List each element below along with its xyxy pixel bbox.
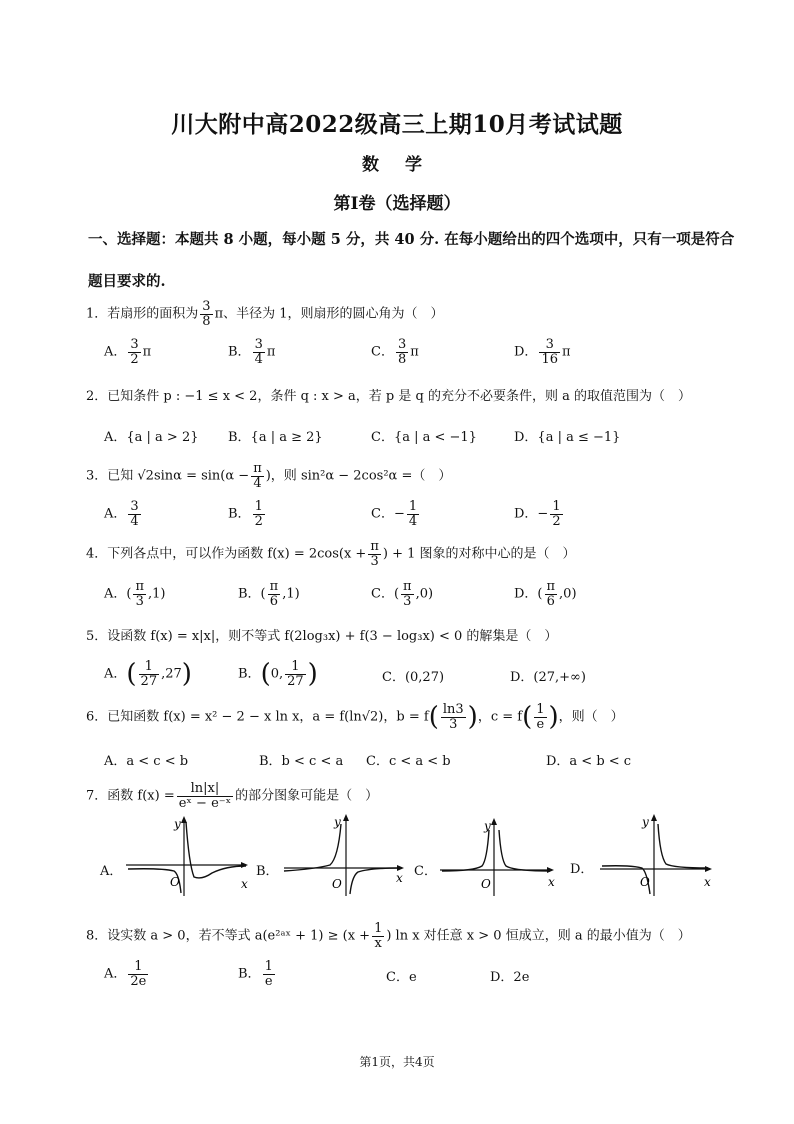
q8-a-den: 2e — [130, 973, 147, 989]
q1-option-d[interactable] — [514, 338, 571, 366]
q1-option-c[interactable] — [371, 338, 419, 366]
q6-stem-c: ，则（ ） — [558, 709, 624, 725]
q5-option-d[interactable]: D．(27,+∞) — [510, 670, 586, 685]
q3-d-label: D．− — [514, 506, 549, 522]
q2-option-b[interactable]: B．{a | a ≥ 2} — [228, 430, 323, 445]
q4-c-frac — [401, 580, 414, 608]
q1-fraction — [200, 300, 212, 328]
q1-a-pi: π — [142, 344, 152, 360]
q8-a-frac — [128, 960, 148, 988]
q7-b-origin: O — [332, 877, 342, 891]
q7-c-x-label: x — [548, 875, 555, 889]
question-5: 5．设函数 f(x) = x|x|，则不等式 f(2log₃x) + f(3 − log₃x) < 0 的解集是（ ） — [86, 629, 558, 644]
q4-b-frac — [268, 580, 281, 608]
q5-b-lparen: ( — [260, 659, 271, 690]
q7-graph-c[interactable] — [436, 808, 566, 898]
q1-c-den: 8 — [397, 351, 407, 367]
q4-option-c[interactable] — [371, 580, 433, 608]
q7-option-c-label[interactable]: C． — [414, 864, 437, 879]
q7-d-curve-right — [658, 824, 708, 868]
q7-fraction — [177, 782, 233, 810]
q8-a-num: 1 — [128, 960, 148, 975]
q7-c-x-arrow-icon — [547, 867, 554, 873]
q3-c-frac — [407, 500, 419, 528]
q3-a-den: 4 — [130, 513, 139, 529]
q5-a-rparen: ) — [181, 659, 192, 690]
q6-num2: 1 — [536, 702, 545, 717]
q8-den: x — [374, 935, 382, 951]
q3-d-num: 1 — [552, 499, 561, 514]
q5-a-post: ,27 — [161, 666, 182, 682]
q5-option-b[interactable] — [238, 660, 318, 688]
q6-num: ln3 — [442, 702, 464, 717]
q8-option-d[interactable]: D．2e — [490, 970, 530, 985]
q5-a-frac — [139, 660, 160, 688]
q1-a-den: 2 — [130, 351, 139, 367]
q3-d-den: 2 — [552, 513, 561, 529]
question-3 — [86, 462, 766, 490]
q3-option-b[interactable] — [228, 500, 267, 528]
q7-c-y-arrow-icon — [491, 818, 497, 825]
q4-options — [104, 580, 764, 614]
q4-a-frac — [133, 580, 146, 608]
q7-d-x-label: x — [704, 875, 711, 889]
q3-option-c[interactable] — [371, 500, 421, 528]
q5-a-den: 27 — [140, 673, 158, 689]
q7-a-y-arrow-icon — [181, 816, 187, 823]
page-footer: 第1页，共4页 — [359, 1055, 435, 1069]
q6-c-lparen: ( — [522, 702, 533, 733]
q5-b-frac — [285, 660, 306, 688]
q7-b-y-label: y — [334, 815, 341, 829]
q1-d-pi: π — [561, 344, 571, 360]
exam-title: 川大附中高2022级高三上期10月考试试题 — [171, 111, 623, 138]
q5-a-lparen: ( — [126, 659, 137, 690]
q7-a-x-arrow-icon — [241, 862, 248, 868]
q1-d-num: 3 — [539, 338, 560, 353]
subject-title: 数 学 — [362, 155, 432, 175]
q7-stem-b: 的部分图象可能是（ ） — [235, 788, 379, 804]
q5-b-pre: B． — [238, 666, 261, 682]
q1-stem-b: π、半径为 1，则扇形的圆心角为（ ） — [214, 306, 444, 322]
q1-b-den: 4 — [254, 351, 263, 367]
q3-b-frac — [253, 500, 265, 528]
q1-a-label: A． — [104, 344, 127, 360]
q8-stem-a: 8．设实数 a > 0，若不等式 a(e²ᵃˣ + 1) ≥ (x + — [86, 928, 371, 944]
q3-a-label: A． — [104, 506, 127, 522]
q3-a-frac — [128, 500, 140, 528]
q4-b-num: π — [269, 579, 279, 594]
q1-option-a[interactable] — [104, 338, 151, 366]
q4-num: π — [370, 539, 379, 554]
q7-d-y-arrow-icon — [651, 814, 657, 821]
q7-d-origin: O — [640, 875, 650, 889]
question-1 — [86, 300, 766, 328]
q2-option-d[interactable]: D．{a | a ≤ −1} — [514, 430, 621, 445]
q4-d-num: π — [546, 579, 556, 594]
q8-b-label: B． — [238, 966, 261, 982]
q8-num: 1 — [374, 921, 383, 936]
q4-fraction — [368, 540, 381, 568]
q8-b-frac — [263, 960, 275, 988]
q6-stem-a: 6．已知函数 f(x) = x² − 2 − x ln x，a = f(ln√2)，b = f — [86, 709, 429, 725]
q6-option-d[interactable]: D．a < b < c — [546, 754, 632, 769]
q1-c-label: C． — [371, 344, 394, 360]
q1-b-pi: π — [266, 344, 276, 360]
q3-num: π — [253, 461, 262, 476]
q1-b-num: 3 — [254, 337, 263, 352]
q2-option-c[interactable]: C．{a | a < −1} — [371, 430, 477, 445]
q4-d-den: 6 — [546, 593, 555, 609]
q4-d-post: ,0) — [559, 586, 577, 602]
q3-b-label: B． — [228, 506, 251, 522]
q4-c-post: ,0) — [415, 586, 434, 602]
q6-options — [104, 750, 764, 784]
q5-a-num: 1 — [139, 660, 160, 675]
q1-b-label: B． — [228, 344, 251, 360]
q7-a-curve-right — [186, 822, 246, 878]
q2-option-a[interactable]: A．{a | a > 2} — [104, 430, 199, 445]
q4-c-pre: C．( — [371, 586, 400, 602]
q3-a-num: 3 — [130, 499, 139, 514]
q4-d-pre: D．( — [514, 586, 543, 602]
q1-stem-a: 1．若扇形的面积为 — [86, 306, 199, 322]
q7-graph-b[interactable] — [280, 808, 410, 898]
q8-stem-b: ) ln x 对任意 x > 0 恒成立，则 a 的最小值为（ ） — [386, 928, 691, 944]
q3-stem-b: )，则 sin²α − 2cos²α =（ ） — [265, 468, 452, 484]
q7-option-a-label[interactable]: A． — [100, 864, 123, 879]
q1-den: 8 — [202, 313, 211, 329]
q3-b-num: 1 — [254, 499, 263, 514]
q8-a-label: A． — [104, 966, 127, 982]
q7-d-x-arrow-icon — [705, 866, 712, 872]
q7-option-d-label[interactable]: D． — [570, 862, 594, 877]
q8-option-a[interactable] — [104, 960, 150, 988]
q5-option-c[interactable]: C．(0,27) — [382, 670, 445, 685]
q1-options — [104, 338, 764, 372]
q7-num: ln|x| — [177, 782, 233, 797]
question-8 — [86, 922, 766, 950]
q4-c-num: π — [403, 579, 412, 594]
question-7 — [86, 782, 766, 810]
q3-stem-a: 3．已知 √2sinα = sin(α − — [86, 468, 250, 484]
q1-a-num: 3 — [130, 337, 139, 352]
q3-c-den: 4 — [408, 513, 418, 529]
q6-b-rparen: ) — [467, 702, 478, 733]
q3-c-label: C．− — [371, 506, 405, 522]
q4-stem-a: 4．下列各点中，可以作为函数 f(x) = 2cos(x + — [86, 546, 367, 562]
q7-den: eˣ − e⁻ˣ — [178, 795, 232, 811]
q7-stem-a: 7．函数 f(x) = — [86, 788, 175, 804]
q4-a-pre: A．( — [104, 586, 132, 602]
q7-graph-d[interactable] — [592, 808, 722, 898]
q6-option-a[interactable]: A．a < c < b — [104, 754, 189, 769]
q1-b-frac — [253, 338, 265, 366]
q7-d-y-label: y — [642, 815, 649, 829]
q7-b-y-arrow-icon — [343, 814, 349, 821]
q5-options — [104, 660, 764, 694]
q1-d-frac — [539, 338, 560, 366]
q8-option-b[interactable] — [238, 960, 277, 988]
q3-option-d[interactable] — [514, 500, 565, 528]
q4-stem-b: ) + 1 图象的对称中心的是（ ） — [382, 546, 576, 562]
q4-a-num: π — [135, 579, 145, 594]
q1-d-den: 16 — [541, 351, 558, 367]
q1-a-frac — [128, 338, 140, 366]
q7-c-curve-right — [499, 830, 550, 871]
q3-c-num: 1 — [408, 499, 418, 514]
q3-b-den: 2 — [254, 513, 263, 529]
q5-a-pre: A． — [104, 666, 127, 682]
q1-c-pi: π — [410, 344, 419, 360]
q4-b-post: ,1) — [282, 586, 300, 602]
q6-b-lparen: ( — [428, 702, 439, 733]
question-4 — [86, 540, 766, 568]
q7-c-origin: O — [481, 877, 491, 891]
q4-c-den: 3 — [403, 593, 412, 609]
q1-c-frac — [396, 338, 408, 366]
q8-b-den: e — [264, 973, 273, 989]
question-2: 2．已知条件 p : −1 ≤ x < 2，条件 q : x > a，若 p 是 q 的充分不必要条件，则 a 的取值范围为（ ） — [86, 389, 691, 404]
q8-options — [104, 960, 764, 994]
question-6 — [86, 703, 766, 731]
q6-fraction-c — [534, 703, 546, 731]
q7-c-curve-left — [442, 830, 489, 871]
q7-b-curve-right — [350, 868, 400, 894]
q1-num: 3 — [202, 299, 211, 314]
q3-options — [104, 500, 764, 534]
q6-option-b[interactable]: B．b < c < a — [259, 754, 344, 769]
q6-den: 3 — [449, 716, 458, 732]
q7-a-origin: O — [170, 875, 180, 889]
q7-b-x-label: x — [396, 871, 403, 885]
q6-den2: e — [536, 716, 545, 732]
q1-option-b[interactable] — [228, 338, 275, 366]
q6-fraction-b — [441, 703, 466, 731]
q4-a-post: ,1) — [148, 586, 166, 602]
q7-a-x-label: x — [241, 877, 248, 891]
q8-fraction — [372, 922, 384, 950]
section-instructions: 一、选择题：本题共 8 小题，每小题 5 分，共 40 分. 在每小题给出的四个选项中，只有一项是符合题目要求的. — [88, 231, 735, 290]
volume-title: 第Ⅰ卷（选择题） — [333, 194, 461, 214]
q4-d-frac — [545, 580, 558, 608]
q5-b-rparen: ) — [307, 659, 318, 690]
q5-b-a: 0, — [270, 666, 284, 682]
q1-d-label: D． — [514, 344, 538, 360]
q5-b-den: 27 — [287, 673, 304, 689]
q5-b-num: 1 — [285, 660, 306, 675]
q4-a-den: 3 — [135, 593, 144, 609]
q4-b-pre: B．( — [238, 586, 266, 602]
q7-c-y-label: y — [484, 819, 491, 833]
q4-option-b[interactable] — [238, 580, 300, 608]
q2-options — [104, 426, 764, 460]
q8-option-c[interactable]: C．e — [386, 970, 417, 985]
q3-d-frac — [550, 500, 562, 528]
q8-b-num: 1 — [264, 959, 273, 974]
q4-b-den: 6 — [269, 593, 279, 609]
q7-a-y-label: y — [174, 817, 181, 831]
q3-option-a[interactable] — [104, 500, 143, 528]
q7-b-curve-left — [284, 824, 341, 871]
q3-den: 4 — [253, 475, 262, 491]
q4-den: 3 — [370, 553, 379, 569]
q6-option-c[interactable]: C．c < a < b — [366, 754, 451, 769]
q4-option-a[interactable] — [104, 580, 166, 608]
q1-c-num: 3 — [397, 337, 407, 352]
q4-option-d[interactable] — [514, 580, 577, 608]
q6-c-rparen: ) — [548, 702, 559, 733]
q7-option-b-label[interactable]: B． — [256, 864, 279, 879]
q7-graph-a[interactable] — [122, 808, 252, 898]
q3-fraction — [251, 462, 264, 490]
q5-option-a[interactable] — [104, 660, 192, 688]
q6-stem-b: ，c = f — [477, 709, 523, 725]
